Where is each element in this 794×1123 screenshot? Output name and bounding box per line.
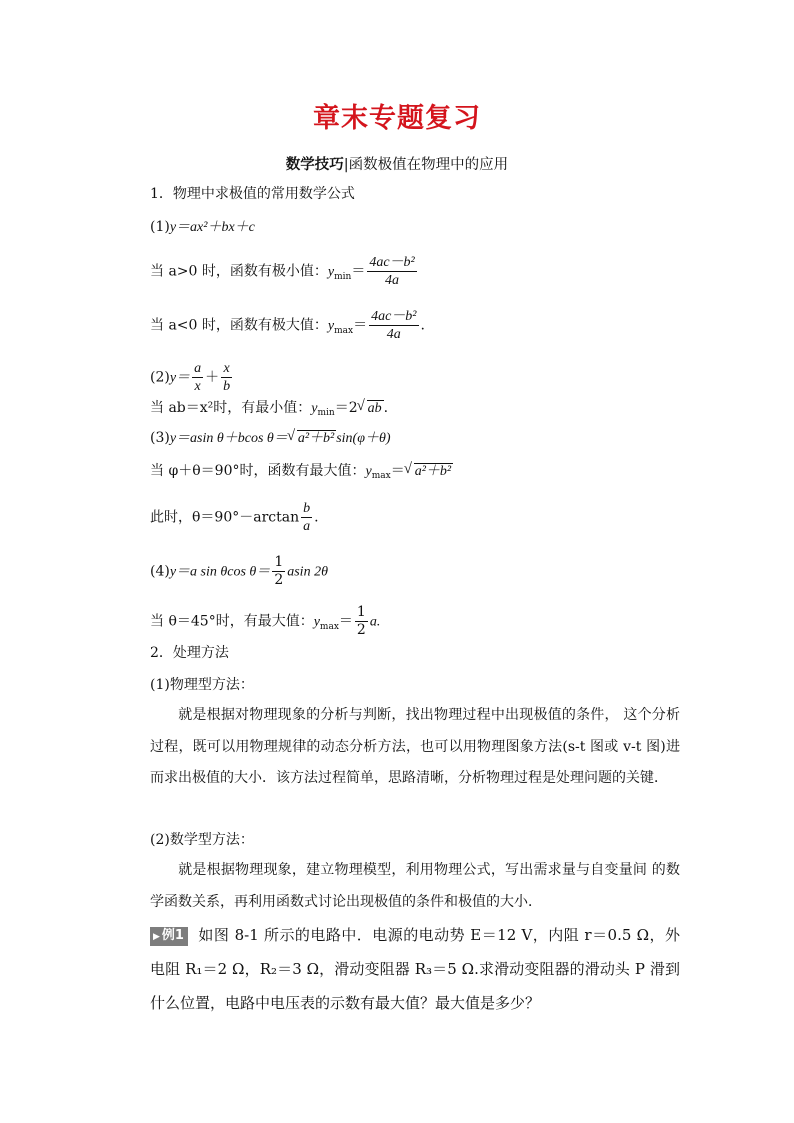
- method-2-heading: (2)数学型方法：: [150, 832, 254, 848]
- page-title: 章末专题复习: [313, 103, 481, 134]
- formula-1-max: 当 a<0 时，函数有极大值：$y_{max}=$ $\frac{\text{4ac－b²}}{4a}$ .: [150, 309, 425, 342]
- example-text: 如图 8-1 所示的电路中．电源的电动势 E＝12 V，内阻 r＝0.5 Ω，外电阻 R₁＝2 Ω，R₂＝3 Ω，滑动变阻器 R₃＝5 Ω.求滑动变阻器的滑动头 P 滑到什么位置，电路中电压表的示数有最大值？最大值是多少？: [150, 926, 680, 1012]
- example-1: [150, 918, 680, 1020]
- section2-heading: 2．处理方法: [150, 645, 229, 661]
- fraction: $\frac{x}{b}$: [223, 361, 231, 394]
- triangle-right-icon: ▶: [153, 932, 160, 942]
- formula-3-max: 当 φ＋θ＝90°时，函数有最大值：$y_{max}=√$ a²＋b²: [150, 461, 453, 483]
- formula-4-max: 当 θ＝45°时，有最大值：$y_{max}=$ $\frac{1}{2}$ a.: [150, 604, 381, 638]
- formula-3-theta: 此时，θ＝90°－arctan $\frac{b}{a}$ .: [150, 501, 319, 534]
- formula-1-min: 当 a>0 时，函数有极小值：$y_{min}=$ $\frac{\text{4ac－b²}}{4a}$: [150, 255, 415, 288]
- formula-1-expression: y＝ax²＋bx＋c: [169, 220, 255, 235]
- formula-4: (4)y＝a sin θcos θ＝ $\frac{1}{2}$ asin 2θ: [150, 554, 328, 588]
- page-subtitle: [0, 153, 794, 174]
- fraction: $\frac{\text{4ac－b²}}{4a}$: [369, 255, 415, 288]
- fraction: $\frac{1}{2}$: [356, 604, 366, 638]
- square-root: √ a²＋b²: [414, 463, 453, 480]
- formula-1: (1)y＝ax²＋bx＋c: [150, 219, 255, 235]
- method-1-body: 就是根据对物理现象的分析与判断，找出物理过程中出现极值的条件， 这个分析过程，既可以用物理规律的动态分析方法，也可以用物理图象方法(s-t 图或 v-t 图)进而求出极值的大小．该方法过程简单，思路清晰，分析物理过程是处理问题的关键．: [150, 707, 680, 786]
- formula-2-min: 当 ab＝x²时，有最小值：$y_{min}=2√$ ab .: [150, 398, 388, 420]
- square-root: √ a²＋b²: [297, 430, 336, 447]
- formula-3: (3)y＝asin θ＋bcos θ＝√ a²＋b² sin(φ＋θ): [150, 428, 391, 449]
- fraction: $\frac{1}{2}$: [274, 554, 284, 588]
- method-2-body: 就是根据物理现象，建立物理模型，利用物理公式，写出需求量与自变量间 的数学函数关系，再利用函数式讨论出现极值的条件和极值的大小．: [150, 862, 680, 910]
- fraction: $\frac{b}{a}$: [303, 501, 311, 534]
- method-1-heading: (1)物理型方法：: [150, 677, 254, 693]
- fraction: $\frac{a}{x}$: [194, 361, 202, 394]
- subtitle-bold: 数学技巧: [285, 157, 344, 173]
- subtitle-rest: |函数极值在物理中的应用: [343, 157, 509, 173]
- section1-heading: 1．物理中求极值的常用数学公式: [150, 186, 355, 202]
- fraction: $\frac{\text{4ac－b²}}{4a}$: [371, 309, 417, 342]
- formula-2: (2)y＝ $\frac{a}{x}$ ＋ $\frac{x}{b}$: [150, 361, 231, 394]
- example-badge: ▶ 例1: [150, 927, 188, 946]
- square-root: √ ab: [367, 400, 384, 417]
